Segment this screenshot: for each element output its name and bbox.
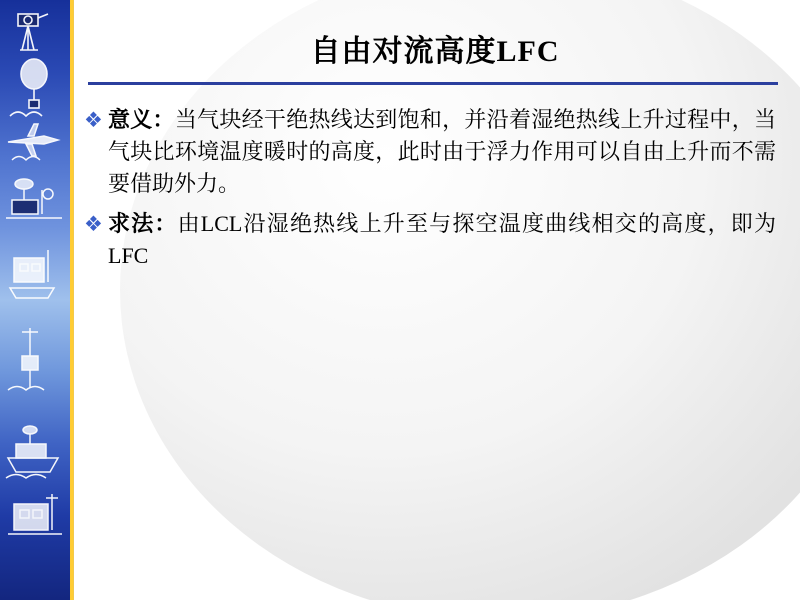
slide-body [84,104,776,280]
title-underline [88,82,778,85]
diamond-bullet-icon: ❖ [84,108,103,132]
bullet-paragraph [108,208,776,272]
page-title: 自由对流高度LFC [310,35,560,68]
radar-station-icon [4,172,66,234]
research-vessel-icon [4,242,66,308]
sidebar-icon-strip [0,0,70,600]
list-item [84,104,776,200]
airplane-icon [4,118,66,168]
sidebar-accent-line [70,0,73,600]
bullet-paragraph [108,104,776,200]
bullet-lead-label: 求法： [108,211,178,236]
decorative-sidebar [0,0,74,600]
bullet-lead-label: 意义： [108,107,175,132]
bullet-body-text: 由LCL沿湿绝热线上升至与探空温度曲线相交的高度，即为LFC [108,211,776,268]
ship-icon [4,420,66,490]
buoy-icon [4,322,66,402]
diamond-bullet-icon: ❖ [84,212,103,236]
bullet-body-text: 当气块经干绝热线达到饱和，并沿着湿绝热线上升过程中，当气块比环境温度暖时的高度，此时由于浮力作用可以自由上升而不需要借助外力。 [108,107,776,196]
weather-balloon-icon [4,56,66,126]
list-item [84,208,776,272]
observation-platform-icon [4,486,66,556]
background-ellipse [120,0,800,600]
